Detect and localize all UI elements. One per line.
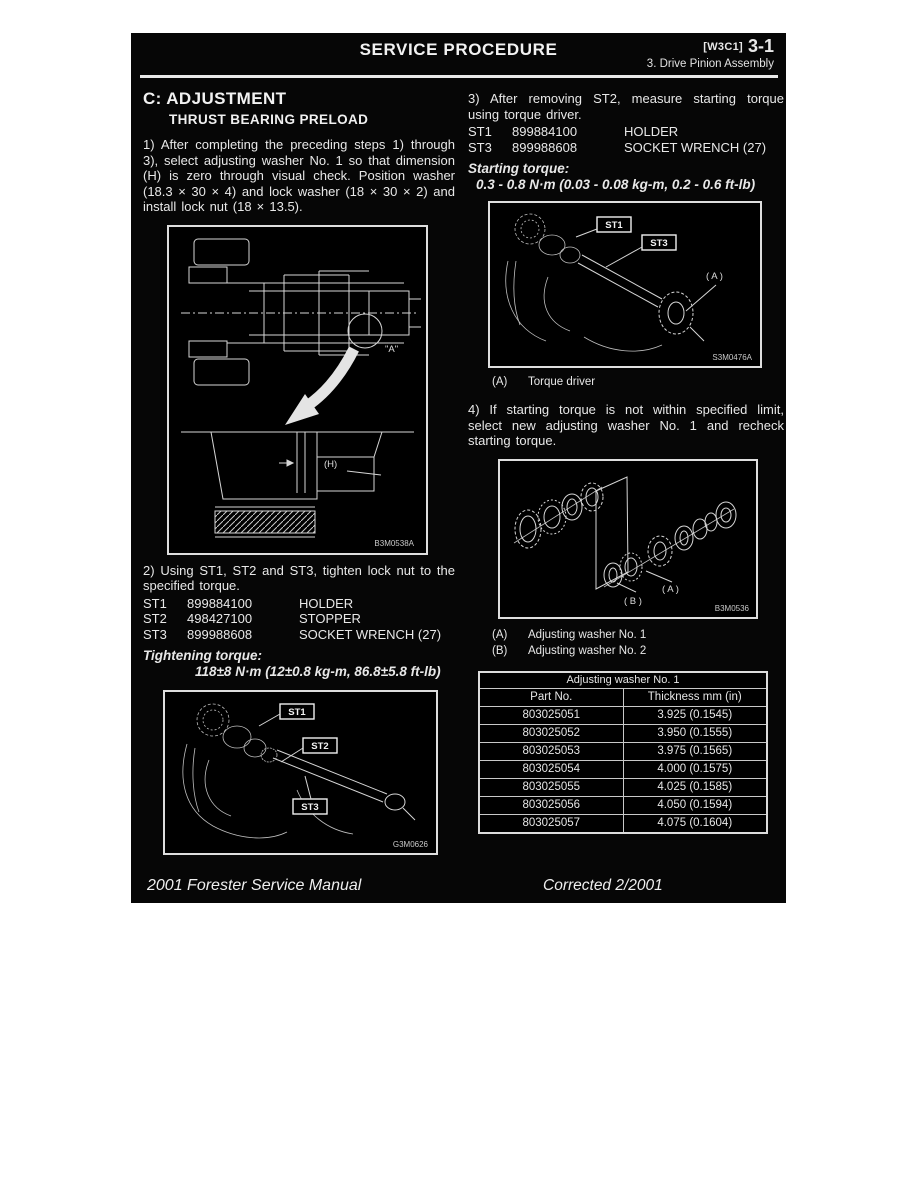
detail-a-label: "A" [385, 343, 399, 355]
tool-row [468, 124, 784, 140]
manual-page [131, 33, 786, 903]
page-title: SERVICE PROCEDURE [359, 40, 558, 59]
tool-id: ST2 [143, 611, 167, 626]
figure2-label-st2: ST2 [311, 741, 329, 752]
tool-id: ST1 [468, 124, 492, 139]
tool-list-right [468, 124, 784, 155]
table-row [479, 743, 767, 761]
tool-part-no: 899988608 [187, 626, 253, 642]
table-row [479, 779, 767, 797]
table-row [479, 725, 767, 743]
tool-id: ST3 [143, 626, 167, 642]
tool-row [143, 627, 455, 643]
tool-name: SOCKET WRENCH (27) [299, 626, 442, 642]
table-row [479, 707, 767, 725]
figure4-caption-a [492, 627, 784, 643]
tool-id: ST1 [143, 595, 167, 611]
caption-text: Adjusting washer No. 2 [528, 644, 647, 657]
pinion-cross-section-drawing [169, 227, 426, 553]
tool-part-no: 899884100 [187, 595, 253, 611]
tool-name: STOPPER [299, 611, 361, 626]
tool-name: HOLDER [624, 124, 679, 139]
section-code: [W3C1] [703, 41, 743, 53]
starting-torque-drawing [490, 203, 760, 366]
tool-id: ST3 [468, 139, 492, 155]
torque-heading: Starting torque: [468, 161, 570, 176]
table-row [479, 797, 767, 815]
adjusting-washer-table [478, 671, 768, 835]
table-header-thickness: Thickness mm (in) [623, 689, 767, 707]
dimension-h-label: (H) [324, 458, 338, 470]
figure-starting-torque-measurement [488, 201, 762, 368]
step-3-text: 3) After removing ST2, measure starting torque using torque driver. [468, 91, 784, 122]
table-row [479, 761, 767, 779]
table-header-part-no: Part No. [479, 689, 623, 707]
torque-value: 118±8 N·m (12±0.8 kg-m, 86.8±5.8 ft-lb) [195, 664, 441, 679]
figure2-label-st1: ST1 [288, 707, 306, 718]
tool-part-no: 498427100 [187, 611, 253, 626]
figure4-caption-b [492, 643, 784, 659]
tool-name: HOLDER [299, 595, 354, 611]
caption-key: (A) [492, 376, 508, 388]
tightening-drawing [165, 692, 436, 853]
figure-tightening-lock-nut [163, 690, 438, 855]
tool-row [143, 611, 455, 627]
table-title: Adjusting washer No. 1 [479, 672, 767, 689]
part-no-cell: 803025052 [479, 725, 623, 743]
header-right-block [647, 37, 774, 70]
tool-row [143, 596, 455, 612]
caption-key: (B) [492, 644, 508, 657]
subsection-heading: THRUST BEARING PRELOAD [169, 111, 369, 127]
figure4-captions [468, 627, 784, 659]
part-no-cell: 803025051 [479, 707, 623, 725]
left-column [143, 91, 455, 855]
figure3-callout-a: ( A ) [706, 271, 723, 282]
tool-list-left [143, 596, 455, 643]
figure2-code: G3M0626 [392, 840, 428, 849]
thickness-cell: 4.050 (0.1594) [623, 797, 767, 815]
table-row [479, 815, 767, 834]
figure3-label-st3: ST3 [650, 238, 668, 249]
step-2-text: 2) Using ST1, ST2 and ST3, tighten lock nut to the specified torque. [143, 562, 455, 593]
caption-text: Adjusting washer No. 1 [528, 628, 647, 641]
caption-text: Torque driver [528, 376, 596, 388]
part-no-cell: 803025053 [479, 743, 623, 761]
part-no-cell: 803025056 [479, 797, 623, 815]
tool-part-no: 899884100 [512, 124, 578, 139]
right-column [468, 91, 784, 855]
step-1-text: 1) After completing the preceding steps 1) through 3), select adjusting washer No. 1 so that dimension (H) is zero through visual check. Position washer (18.3 × 30 × 4) and lock washer (18 × 30 × 2) and install lock nut (18 × 13.5). [143, 137, 455, 214]
figure-pinion-cross-section [167, 225, 428, 555]
figure-adjusting-washers-exploded [498, 459, 758, 619]
thickness-cell: 3.925 (0.1545) [623, 707, 767, 725]
torque-heading: Tightening torque: [143, 648, 262, 663]
revision-note: Corrected 2/2001 [543, 877, 663, 894]
thickness-cell: 3.975 (0.1565) [623, 743, 767, 761]
manual-title: 2001 Forester Service Manual [147, 877, 362, 894]
figure2-label-st3: ST3 [301, 802, 319, 813]
two-column-layout [143, 91, 784, 855]
figure3-caption [492, 374, 784, 390]
caption-key: (A) [492, 628, 508, 641]
tool-row [468, 140, 784, 156]
thickness-cell: 3.950 (0.1555) [623, 725, 767, 743]
figure1-code: B3M0538A [374, 538, 414, 548]
exploded-washers-drawing [500, 461, 756, 617]
section-heading: C: ADJUSTMENT [143, 89, 287, 108]
tightening-torque-spec [143, 648, 455, 680]
torque-value: 0.3 - 0.8 N·m (0.03 - 0.08 kg-m, 0.2 - 0.6 ft-lb) [476, 177, 756, 192]
thickness-cell: 4.075 (0.1604) [623, 815, 767, 834]
tool-part-no: 899988608 [512, 139, 578, 155]
step-4-text: 4) If starting torque is not within specified limit, select new adjusting washer No. 1 and recheck starting torque. [468, 402, 784, 448]
thickness-cell: 4.000 (0.1575) [623, 761, 767, 779]
starting-torque-spec [468, 161, 784, 193]
header-divider [140, 75, 778, 78]
page-number: 3-1 [747, 36, 774, 56]
tool-name: SOCKET WRENCH (27) [624, 139, 767, 155]
figure3-label-st1: ST1 [605, 220, 623, 231]
part-no-cell: 803025055 [479, 779, 623, 797]
part-no-cell: 803025054 [479, 761, 623, 779]
part-no-cell: 803025057 [479, 815, 623, 834]
figure4-callout-b: ( B ) [624, 595, 642, 607]
chapter-subtitle: 3. Drive Pinion Assembly [646, 57, 774, 70]
thickness-cell: 4.025 (0.1585) [623, 779, 767, 797]
figure3-code: S3M0476A [712, 353, 752, 362]
figure4-code: B3M0536 [714, 603, 749, 613]
figure4-callout-a: ( A ) [662, 583, 679, 595]
